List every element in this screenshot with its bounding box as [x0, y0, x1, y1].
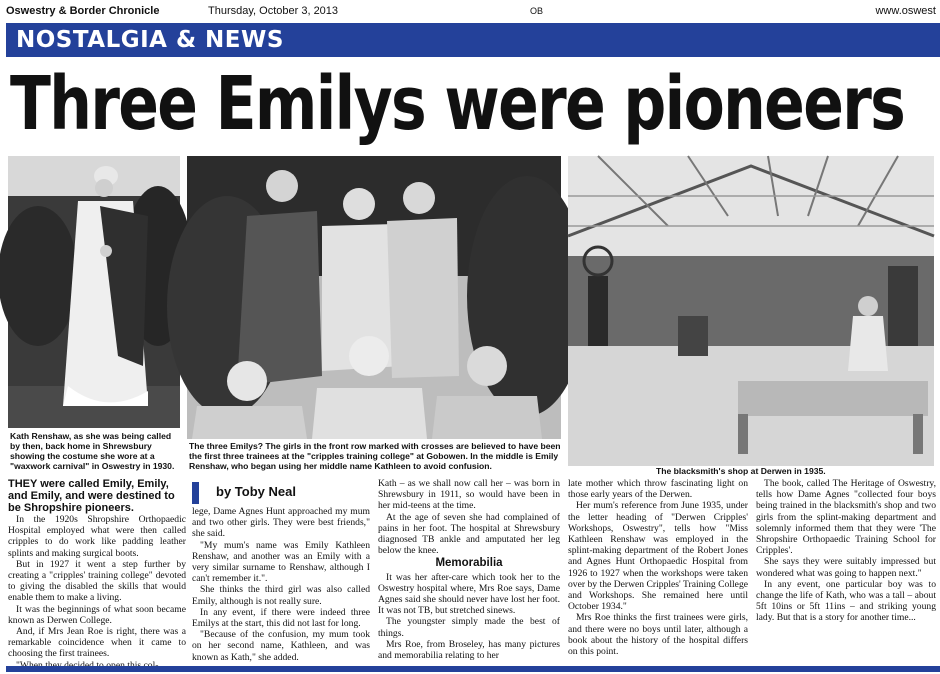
caption-blacksmith: The blacksmith's shop at Derwen in 1935. [656, 466, 826, 476]
caption-kath-costume: Kath Renshaw, as she was being called by then, back home in Shrewsbury showing the costume she wore at a "waxwork carnival" in Oswestry in 1930. [10, 431, 175, 471]
paragraph: The book, called The Heritage of Oswestry, tells how Dame Agnes "collected four boys being trained in the blacksmith's shop and two girls from the splint-making department and solemnly informed them that they were 'The Shropshire Orthopaedic Training School for Cripples'. [756, 478, 936, 557]
paragraph: late mother which throw fascinating light on those early years of the Derwen. [568, 478, 748, 501]
paragraph: Her mum's reference from June 1935, under the letter heading of "Derwen Cripples' Workshops, Oswestry", tells how "Miss Kathleen Renshaw was employed in the splint-making department of the Robert Jones and Agnes Hunt Orthopaedic Hospital from 1926 to 1927 when the workshops were taken over by the Derwen Cripples' Training College and Workshops. She remained here until October 1934." [568, 500, 748, 613]
paragraph: And, if Mrs Jean Roe is right, there was a remarkable coincidence when it came to choosing the first trainees. [8, 626, 186, 660]
photo-kath-costume [8, 156, 180, 428]
paragraph: lege, Dame Agnes Hunt approached my mum and two other girls. They were best friends," she said. [192, 506, 370, 540]
article-column-4 [568, 478, 748, 664]
headline [10, 56, 930, 152]
publication-name: Oswestry & Border Chronicle [6, 5, 160, 17]
paragraph: Mrs Roe thinks the first trainees were girls, and there were no boys until later, although a book about the history of the hospital differs on this point. [568, 612, 748, 658]
website-url: www.oswest [875, 5, 936, 17]
caption-three-emilys: The three Emilys? The girls in the front row marked with crosses are believed to have been the first three trainees at the "cripples training college" at Gobowen. In the middle is Emily Renshaw, who began using her middle name Kathleen to avoid confusion. [189, 441, 561, 471]
paragraph: It was the beginnings of what soon became known as Derwen College. [8, 603, 186, 626]
photo-blacksmith-shop [568, 156, 934, 466]
byline [192, 480, 372, 504]
article-column-1 [8, 478, 186, 664]
headline-text: Three Emilys were pioneers [10, 61, 905, 147]
paragraph: "My mum's name was Emily Kathleen Renshaw, and another was an Emily with a very similar surname to Renshaw, although I can't remember it.". [192, 539, 370, 585]
byline-text: by Toby Neal [216, 484, 296, 499]
paragraph: She says they were suitably impressed but wondered what was going to happen next." [756, 556, 936, 579]
article-lead: THEY were called Emily, Emily, and Emily, and were destined to be Shropshire pioneers. [8, 478, 175, 514]
photo-three-emilys [187, 156, 561, 439]
article-column-2 [192, 506, 370, 664]
paragraph: At the age of seven she had complained of pains in her foot. The hospital at Shrewsbury diagnosed TB ankle and amputated her leg below the knee. [378, 511, 560, 557]
section-title: NOSTALGIA & NEWS [16, 27, 284, 53]
paragraph: "Because of the confusion, my mum took on her second name, Kathleen, and was known as Kath," she added. [192, 629, 370, 663]
article-column-3 [378, 478, 560, 664]
paragraph: But in 1927 it went a step further by creating a "cripples' training college" devoted to giving the disabled the skills that would enable them to make a living. [8, 558, 186, 604]
paragraph: The youngster simply made the best of things. [378, 616, 560, 639]
paragraph: In any event, if there were indeed three Emilys at the start, this did not last for long. [192, 606, 370, 630]
paragraph: She thinks the third girl was also called Emily, although is not really sure. [192, 584, 370, 607]
subheading-memorabilia: Memorabilia [435, 557, 503, 570]
section-code: OB [530, 6, 544, 16]
byline-accent-bar [192, 482, 199, 504]
issue-date: Thursday, October 3, 2013 [208, 5, 339, 17]
masthead-bar [0, 0, 940, 22]
paragraph: In any event, one particular boy was to change the life of Kath, who was a tall – about 5ft 10ins or 5ft 11ins – and striking young lady. But that is a story for another time... [756, 578, 936, 624]
paragraph: It was her after-care which took her to the Oswestry hospital where, Mrs Roe says, Dame Agnes said she should never have lost her foot. It was not TB, but stretched sinews. [378, 571, 560, 617]
paragraph: In the 1920s Shropshire Orthopaedic Hospital employed what were then called cripples to do work like padding leather splints and making surgical boots. [8, 514, 186, 559]
article-column-5 [756, 478, 936, 664]
section-band [6, 23, 940, 57]
paragraph: Kath – as we shall now call her – was born in Shrewsbury in 1911, so would have been in her mid-teens at the time. [378, 478, 560, 512]
paragraph: Mrs Roe, from Broseley, has many pictures and memorabilia relating to her [378, 638, 560, 662]
bottom-rule [6, 666, 940, 672]
